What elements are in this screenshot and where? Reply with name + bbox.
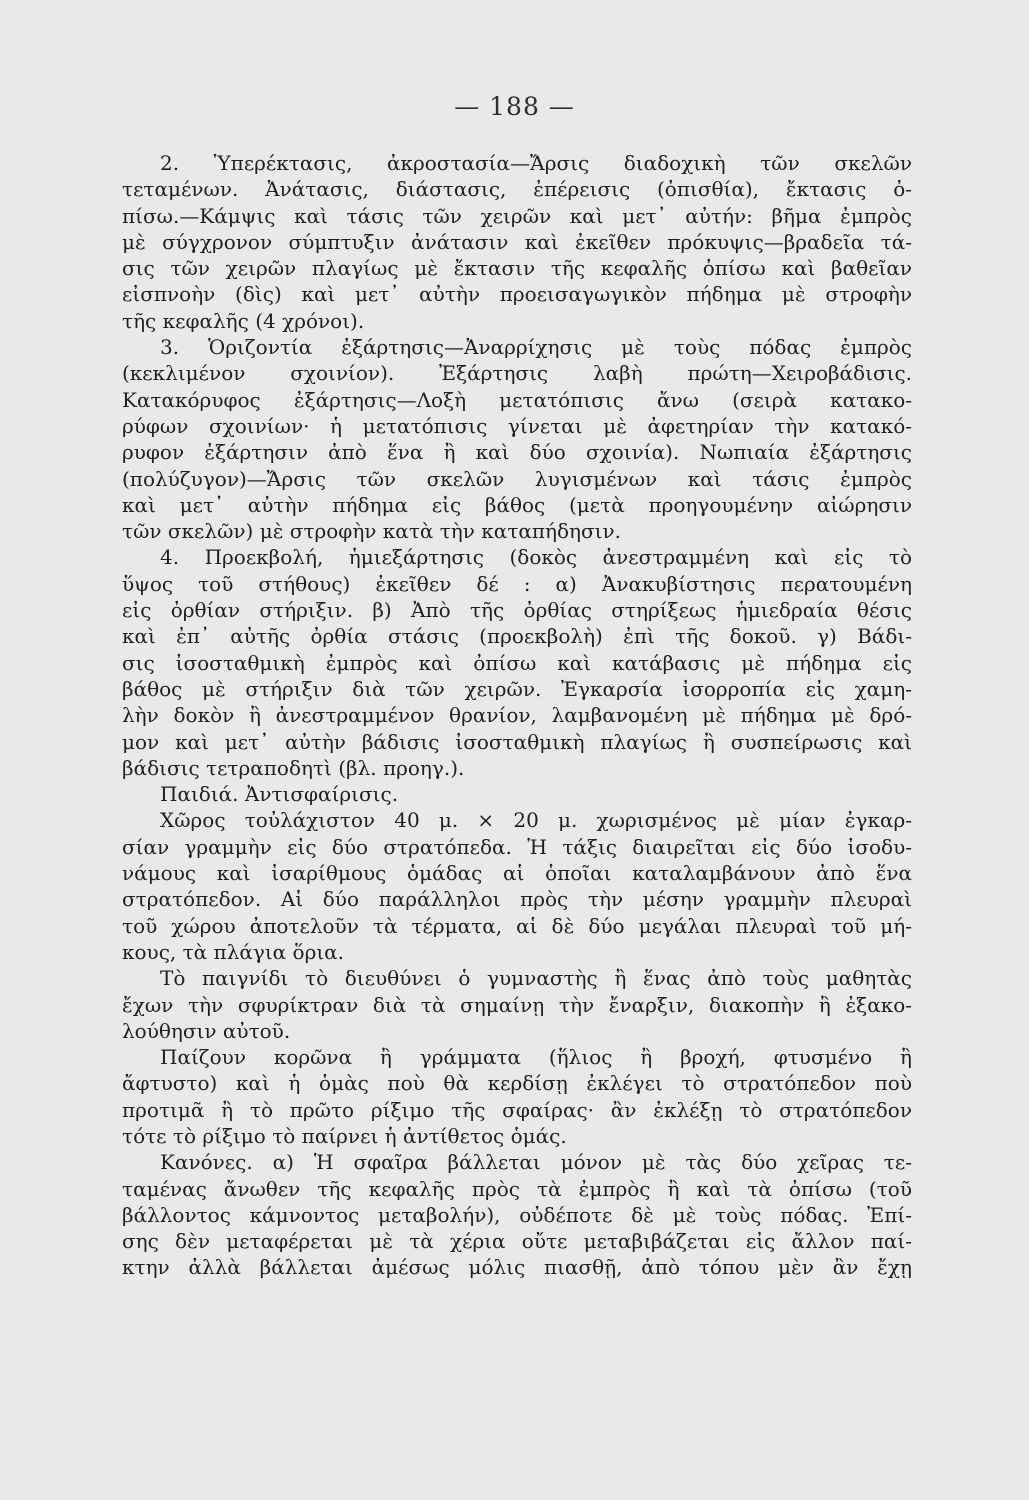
text-line: βάλλοντος κάμνοντος μεταβολήν), οὐδέποτε δὲ μὲ τοὺς πόδας. Ἐπί- [122,1202,912,1227]
text-line: σις ἰσοσταθμικὴ ἐμπρὸς καὶ ὀπίσω καὶ κατάβασις μὲ πήδημα εἰς [122,650,912,675]
text-line: 3. Ὁριζοντία ἐξάρτησις—Ἀναρρίχησις μὲ τοὺς πόδας ἐμπρὸς [160,335,912,360]
text-line: ταμένας ἄνωθεν τῆς κεφαλῆς πρὸς τὰ ἐμπρὸς ἢ καὶ τὰ ὀπίσω (τοῦ [122,1176,912,1201]
text-line: Τὸ παιγνίδι τὸ διευθύνει ὁ γυμναστὴς ἢ ἕνας ἀπὸ τοὺς μαθητὰς [160,966,912,991]
text-line: τεταμένων. Ἀνάτασις, διάστασις, ἐπέρεισις (ὀπισθία), ἔκτασις ὀ- [122,177,912,202]
page-number: — 188 — [454,92,575,121]
text-line: Κανόνες. α) Ἡ σφαῖρα βάλλεται μόνον μὲ τὰς δύο χεῖρας τε- [160,1150,912,1175]
text-line: πίσω.—Κάμψις καὶ τάσις τῶν χειρῶν καὶ μετ᾽ αὐτήν: βῆμα ἐμπρὸς [122,203,912,228]
text-line: εἰς ὀρθίαν στήριξιν. β) Ἀπὸ τῆς ὀρθίας στηρίξεως ἡμιεδραία θέσις [122,598,912,623]
text-line: ρύφων σχοινίων· ἡ μετατόπισις γίνεται μὲ ἀφετηρίαν τὴν κατακό- [122,413,912,438]
text-line: βάδισις τετραποδητὶ (βλ. προηγ.). [122,755,465,780]
text-line: ρυφον ἐξάρτησιν ἀπὸ ἕνα ἢ καὶ δύο σχοινία). Νωπιαία ἐξάρτησις [122,440,912,465]
text-line: κτην ἀλλὰ βάλλεται ἀμέσως μόλις πιασθῇ, ἀπὸ τόπου μὲν ἂν ἔχῃ [122,1255,912,1280]
text-line: εἰσπνοὴν (δὶς) καὶ μετ᾽ αὐτὴν προεισαγωγικὸν πήδημα μὲ στροφὴν [122,282,912,307]
text-line: καὶ μετ᾽ αὐτὴν πήδημα εἰς βάθος (μετὰ προηγουμένην αἰώρησιν [122,492,912,517]
text-line: τοῦ χώρου ἀποτελοῦν τὰ τέρματα, αἱ δὲ δύο μεγάλαι πλευραὶ τοῦ μή- [122,913,912,938]
body-text [122,150,912,1281]
text-line: 4. Προεκβολή, ἡμιεξάρτησις (δοκὸς ἀνεστραμμένη καὶ εἰς τὸ [160,545,912,570]
text-line: σης δὲν μεταφέρεται μὲ τὰ χέρια οὔτε μεταβιβάζεται εἰς ἄλλον παί- [122,1229,912,1254]
text-line: στρατόπεδον. Αἱ δύο παράλληλοι πρὸς τὴν μέσην γραμμὴν πλευραὶ [122,887,912,912]
text-line: Χῶρος τοὐλάχιστον 40 μ. × 20 μ. χωρισμένος μὲ μίαν ἐγκαρ- [160,808,912,833]
text-line: Παιδιά. Ἀντισφαίρισις. [160,782,399,807]
text-line: (πολύζυγον)—Ἄρσις τῶν σκελῶν λυγισμένων καὶ τάσις ἐμπρὸς [122,466,912,491]
text-line: Παίζουν κορῶνα ἢ γράμματα (ἥλιος ἢ βροχή, φτυσμένο ἢ [160,1045,912,1070]
text-line: τότε τὸ ρίξιμο τὸ παίρνει ἡ ἀντίθετος ὁμάς. [122,1123,567,1148]
text-line: μον καὶ μετ᾽ αὐτὴν βάδισις ἰσοσταθμικὴ πλαγίως ἢ συσπείρωσις καὶ [122,729,912,754]
text-line: κους, τὰ πλάγια ὅρια. [122,939,345,964]
text-line: (κεκλιμένον σχοινίον). Ἐξάρτησις λαβὴ πρώτη—Χειροβάδισις. [122,361,912,386]
text-line: 2. Ὑπερέκτασις, ἀκροστασία—Ἄρσις διαδοχικὴ τῶν σκελῶν [160,151,912,175]
text-line: τῆς κεφαλῆς (4 χρόνοι). [122,308,365,333]
text-line: βάθος μὲ στήριξιν διὰ τῶν χειρῶν. Ἐγκαρσία ἰσορροπία εἰς χαμη- [122,676,912,701]
text-line: σις τῶν χειρῶν πλαγίως μὲ ἔκτασιν τῆς κεφαλῆς ὀπίσω καὶ βαθεῖαν [122,256,912,281]
text-line: μὲ σύγχρονον σύμπτυξιν ἀνάτασιν καὶ ἐκεῖθεν πρόκυψις—βραδεῖα τά- [122,229,912,254]
text-line: ἔχων τὴν σφυρίκτραν διὰ τὰ σημαίνῃ τὴν ἔναρξιν, διακοπὴν ἢ ἐξακο- [122,992,912,1017]
text-line: σίαν γραμμὴν εἰς δύο στρατόπεδα. Ἡ τάξις διαιρεῖται εἰς δύο ἰσοδυ- [122,834,912,859]
text-line: Κατακόρυφος ἐξάρτησις—Λοξὴ μετατόπισις ἄνω (σειρὰ κατακο- [122,387,912,412]
text-line: ἄφτυστο) καὶ ἡ ὁμὰς ποὺ θὰ κερδίσῃ ἐκλέγει τὸ στρατόπεδον ποὺ [122,1071,912,1096]
text-line: προτιμᾶ ἢ τὸ πρῶτο ρίξιμο τῆς σφαίρας· ἂν ἐκλέξῃ τὸ στρατόπεδον [122,1097,912,1122]
text-line: τῶν σκελῶν) μὲ στροφὴν κατὰ τὴν καταπήδησιν. [122,519,622,544]
text-line: νάμους καὶ ἰσαρίθμους ὁμάδας αἱ ὁποῖαι καταλαμβάνουν ἀπὸ ἕνα [122,861,912,886]
text-line: λὴν δοκὸν ἢ ἀνεστραμμένον θρανίον, λαμβανομένη μὲ πήδημα μὲ δρό- [122,703,912,728]
text-line: ὕψος τοῦ στήθους) ἐκεῖθεν δέ : α) Ἀνακυβίστησις περατουμένη [122,571,912,596]
text-line: καὶ ἐπ᾽ αὐτῆς ὀρθία στάσις (προεκβολὴ) ἐπὶ τῆς δοκοῦ. γ) Βάδι- [122,624,912,649]
text-line: λούθησιν αὐτοῦ. [122,1018,291,1043]
